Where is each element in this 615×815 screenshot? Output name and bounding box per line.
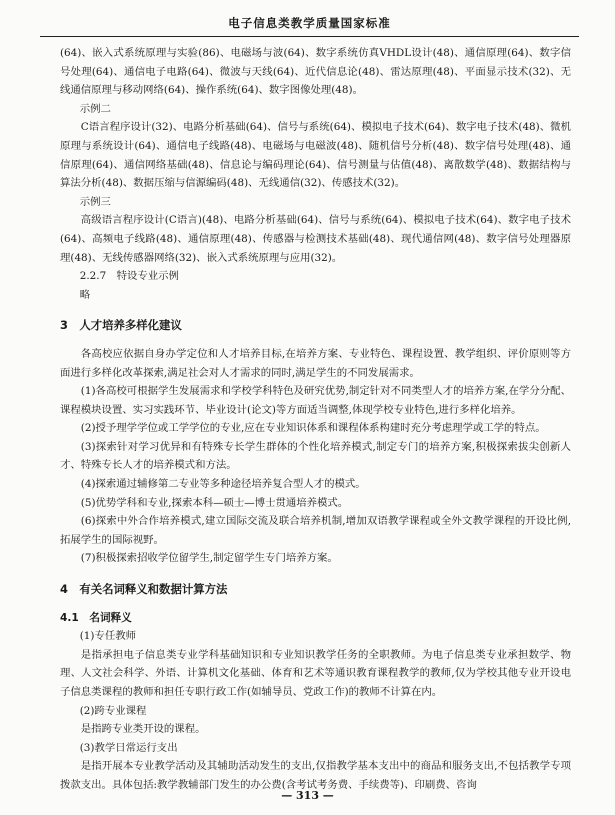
section-3-item-5: (5)优势学科和专业,探索本科—硕士—博士贯通培养模式。	[80, 496, 349, 509]
section-3-item-3: (3)探索针对学习优异和有特殊专长学生群体的个性化培养模式,制定专门的培养方案,积极探索拔尖创新人才、特殊专长人才的培养模式和方法。	[60, 440, 571, 472]
section-2-2-7-heading: 2.2.7 特设专业示例	[79, 270, 179, 283]
section-4-heading: 4 有关名词释义和数据计算方法	[60, 582, 228, 597]
term-3-definition: 是指开展本专业教学活动及其辅助活动发生的支出,仅指教学基本支出中的商品和服务支出,不包括教学专项拨款支出。具体包括:教学教辅部门发生的办公费(含考试考务费、手续费等)、印刷费、咨询	[60, 760, 571, 791]
section-4-1-heading: 4.1 名词释义	[60, 611, 132, 624]
term-1-label: (1)专任教师	[79, 630, 137, 643]
section-3-intro: 各高校应依据自身办学定位和人才培养目标,在培养方案、专业特色、课程设置、教学组织、评价原则等方面进行多样化改革探索,满足社会对人才需求的同时,满足学生的不同发展需求。	[60, 347, 571, 379]
page-content	[60, 44, 571, 795]
section-2-2-7-body: 略	[79, 288, 91, 301]
section-3-heading: 3 人才培养多样化建议	[60, 318, 182, 333]
course-list-continued: (64)、嵌入式系统原理与实验(86)、电磁场与波(64)、数字系统仿真VHDL设计(48)、通信原理(64)、数字信号处理(64)、通信电子电路(64)、微波与天线(64)、近代信息论(48)、雷达原理(48)、平面显示技术(32)、无线通信原理与移动网络(64)、操作系统(64)、数字图像处理(48)。	[60, 47, 571, 97]
term-3-label: (3)教学日常运行支出	[79, 741, 178, 754]
example-2-text: C语言程序设计(32)、电路分析基础(64)、信号与系统(64)、模拟电子技术(64)、数字电子技术(48)、微机原理与系统设计(64)、通信电子线路(48)、电磁场与电磁波(48)、随机信号分析(48)、数字信号处理(48)、通信原理(64)、通信网络基础(48)、信息论与编码理论(64)、信号测量与估值(48)、离散数学(48)、数据结构与算法分析(48)、数据压缩与信源编码(48)、无线通信(32)、传感技术(32)。	[60, 121, 571, 190]
example-2-label: 示例二	[79, 102, 111, 115]
section-3-item-6: (6)探索中外合作培养模式,建立国际交流及联合培养机制,增加双语教学课程或全外文教学课程的开设比例,拓展学生的国际视野。	[60, 515, 571, 546]
section-3-item-4: (4)探索通过辅修第二专业等多种途径培养复合型人才的模式。	[80, 478, 366, 491]
term-1-definition: 是指承担电子信息类专业学科基础知识和专业知识教学任务的全职教师。为电子信息类专业承担数学、物理、人文社会科学、外语、计算机文化基础、体育和艺术等通识教育课程教学的教师,仅为学校其他专业开设电子信息类课程的教师和担任专职行政工作(如辅导员、党政工作)的教师不计算在内。	[60, 648, 571, 698]
page-number: — 313 —	[281, 789, 334, 802]
term-2-label: (2)跨专业课程	[79, 704, 147, 717]
running-header: 电子信息类教学质量国家标准	[40, 10, 579, 37]
section-3-item-2: (2)授予理学学位或工学学位的专业,应在专业知识体系和课程体系构建时充分考虑理学或工学的特点。	[80, 422, 546, 435]
example-3-label: 示例三	[79, 195, 111, 208]
section-3-item-1: (1)各高校可根据学生发展需求和学校学科特色及研究优势,制定针对不同类型人才的培养方案,在学分分配、课程模块设置、实习实践环节、毕业设计(论文)等方面适当调整,体现学校专业特色,进行多样化培养。	[60, 385, 571, 416]
example-3-text: 高级语言程序设计(C语言)(48)、电路分析基础(64)、信号与系统(64)、模拟电子技术(64)、数字电子技术(64)、高频电子线路(48)、通信原理(48)、传感器与检测技术基础(48)、现代通信网(48)、数字信号处理器原理(48)、无线传感器网络(32)、嵌入式系统原理与应用(32)。	[60, 214, 571, 264]
term-2-definition: 是指跨专业类开设的课程。	[80, 723, 206, 736]
section-3-item-7: (7)积极探索招收学位留学生,制定留学生专门培养方案。	[80, 552, 338, 565]
